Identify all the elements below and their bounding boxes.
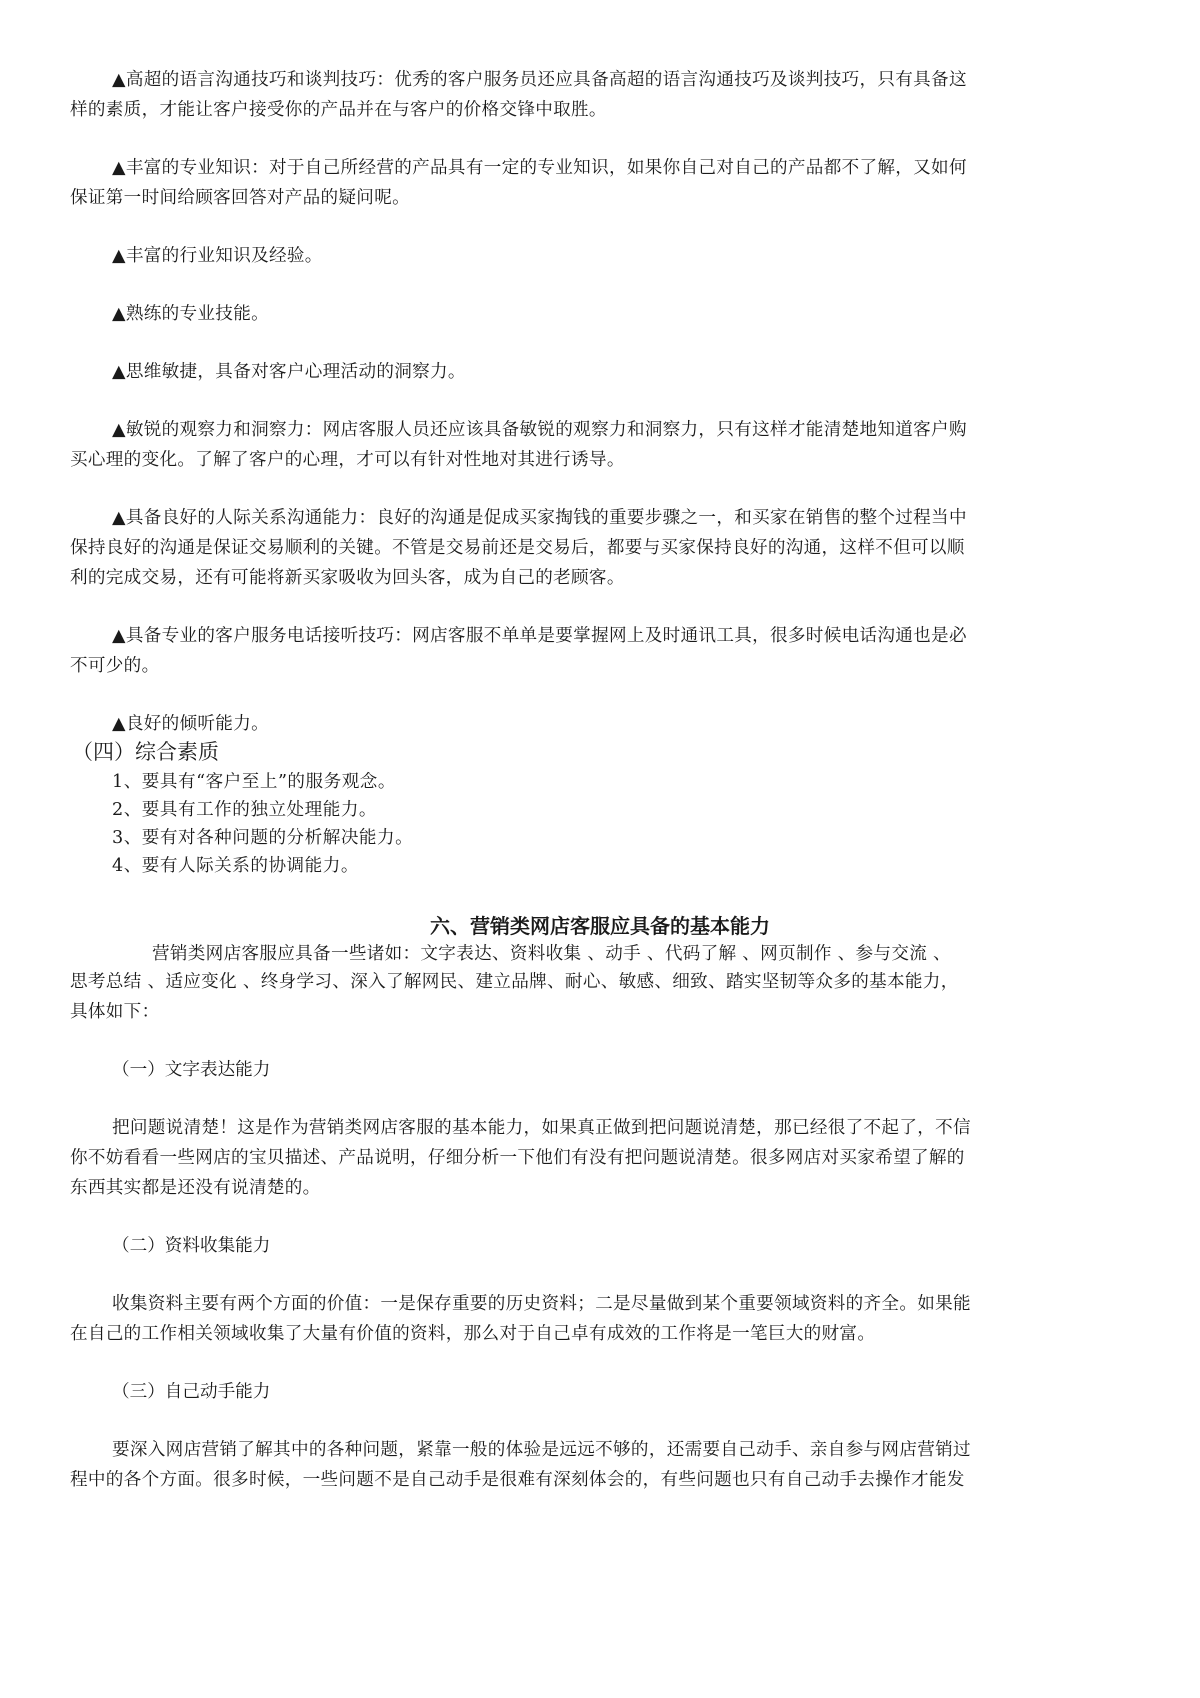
chapter6-intro-line-3: 具体如下： [70, 1002, 160, 1022]
bullet-phone-line-1: ▲具备专业的客户服务电话接听技巧：网店客服不单单是要掌握网上及时通讯工具，很多时候电话沟通也是必 [112, 626, 967, 646]
subsection-handson-line-2: 程中的各个方面。很多时候，一些问题不是自己动手是很难有深刻体会的，有些问题也只有自己动手去操作才能发 [70, 1470, 965, 1490]
chapter6-title: 六、营销类网店客服应具备的基本能力 [430, 914, 770, 938]
bullet-listening: ▲良好的倾听能力。 [112, 714, 269, 734]
bullet-expertise-line-2: 保证第一时间给顾客回答对产品的疑问呢。 [70, 188, 410, 208]
bullet-interpersonal-line-1: ▲具备良好的人际关系沟通能力：良好的沟通是促成买家掏钱的重要步骤之一，和买家在销售的整个过程当中 [112, 508, 967, 528]
bullet-industry-knowledge: ▲丰富的行业知识及经验。 [112, 246, 323, 266]
subsection-writing-line-2: 你不妨看看一些网店的宝贝描述、产品说明，仔细分析一下他们有没有把问题说清楚。很多网店对买家希望了解的 [70, 1148, 965, 1168]
subsection-writing-line-1: 把问题说清楚！这是作为营销类网店客服的基本能力，如果真正做到把问题说清楚，那已经很了不起了，不信 [112, 1118, 971, 1138]
subsection-handson-line-1: 要深入网店营销了解其中的各种问题，紧靠一般的体验是远远不够的，还需要自己动手、亲自参与网店营销过 [112, 1440, 971, 1460]
bullet-expertise-line-1: ▲丰富的专业知识：对于自己所经营的产品具有一定的专业知识，如果你自己对自己的产品都不了解，又如何 [112, 158, 967, 178]
subsection-research-heading: （二）资料收集能力 [112, 1236, 271, 1256]
subsection-research-line-2: 在自己的工作相关领域收集了大量有价值的资料，那么对于自己卓有成效的工作将是一笔巨大的财富。 [70, 1324, 876, 1344]
bullet-skills: ▲熟练的专业技能。 [112, 304, 269, 324]
subsection-writing-line-3: 东西其实都是还没有说清楚的。 [70, 1178, 321, 1198]
chapter6-intro-line-1: 营销类网店客服应具备一些诸如：文字表达、资料收集 、动手 、代码了解 、网页制作 、参与交流 、 [152, 944, 951, 964]
section4-item-4: 4、要有人际关系的协调能力。 [112, 856, 359, 876]
chapter6-intro-line-2: 思考总结 、适应变化 、终身学习、深入了解网民、建立品牌、耐心、敏感、细致、踏实坚韧等众多的基本能力， [70, 972, 959, 992]
bullet-observation-line-1: ▲敏锐的观察力和洞察力：网店客服人员还应该具备敏锐的观察力和洞察力，只有这样才能清楚地知道客户购 [112, 420, 967, 440]
bullet-interpersonal-line-2: 保持良好的沟通是保证交易顺利的关键。不管是交易前还是交易后，都要与买家保持良好的沟通，这样不但可以顺 [70, 538, 965, 558]
bullet-interpersonal-line-3: 利的完成交易，还有可能将新买家吸收为回头客，成为自己的老顾客。 [70, 568, 625, 588]
bullet-observation-line-2: 买心理的变化。了解了客户的心理，才可以有针对性地对其进行诱导。 [70, 450, 625, 470]
subsection-research-line-1: 收集资料主要有两个方面的价值：一是保存重要的历史资料；二是尽量做到某个重要领域资料的齐全。如果能 [112, 1294, 971, 1314]
section4-heading: （四）综合素质 [72, 740, 219, 764]
section4-item-1: 1、要具有“客户至上”的服务观念。 [112, 772, 396, 792]
section4-item-2: 2、要具有工作的独立处理能力。 [112, 800, 378, 820]
bullet-quick-thinking: ▲思维敏捷，具备对客户心理活动的洞察力。 [112, 362, 466, 382]
bullet-communication-line-2: 样的素质，才能让客户接受你的产品并在与客户的价格交锋中取胜。 [70, 100, 607, 120]
bullet-phone-line-2: 不可少的。 [70, 656, 160, 676]
bullet-communication-line-1: ▲高超的语言沟通技巧和谈判技巧：优秀的客户服务员还应具备高超的语言沟通技巧及谈判技巧，只有具备这 [112, 70, 967, 90]
section4-item-3: 3、要有对各种问题的分析解决能力。 [112, 828, 414, 848]
subsection-handson-heading: （三）自己动手能力 [112, 1382, 271, 1402]
subsection-writing-heading: （一）文字表达能力 [112, 1060, 271, 1080]
